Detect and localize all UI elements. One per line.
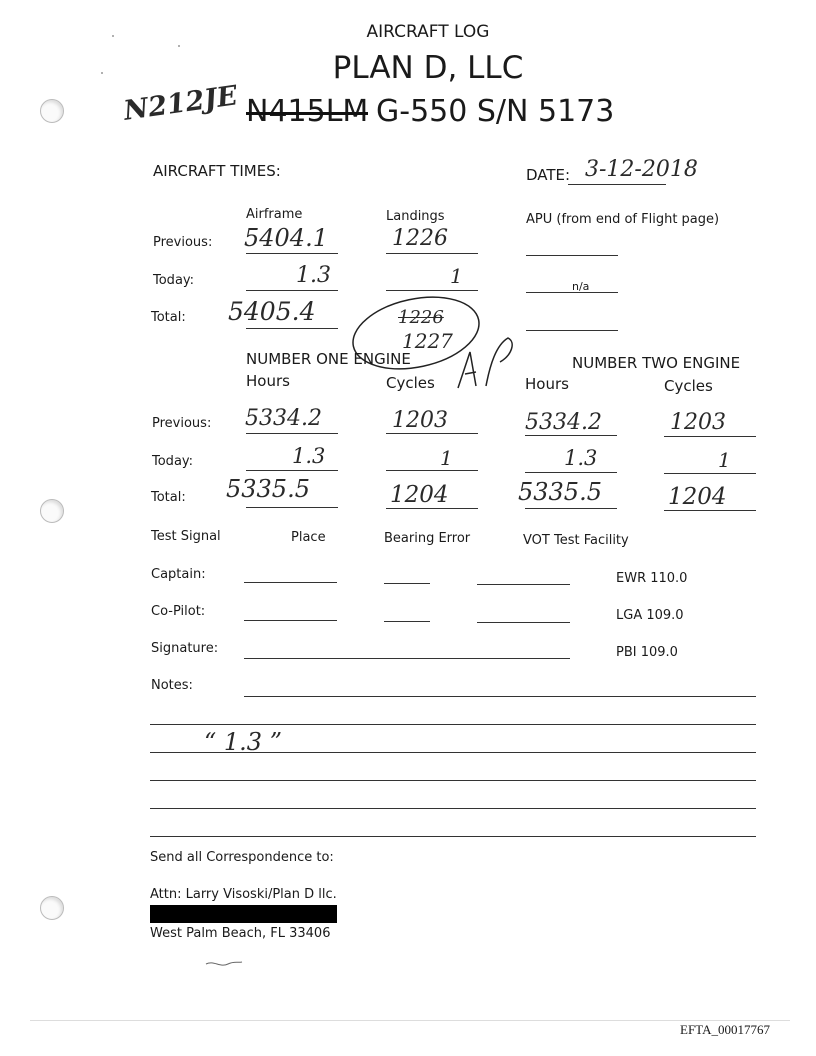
apu-previous-line (526, 255, 618, 256)
e1-cycles-today-line (386, 470, 478, 471)
captain-label: Captain: (151, 567, 206, 582)
engine-row-previous: Previous: (152, 416, 212, 431)
engine-one-title: NUMBER ONE ENGINE (246, 350, 411, 368)
landings-total-struck: 1226 (398, 307, 444, 328)
initials (0, 0, 1, 1)
apu-today: n/a (572, 280, 590, 293)
binder-hole-bottom (40, 896, 64, 920)
binder-hole-top (40, 99, 64, 123)
e1-hours-total: 5335.5 (226, 475, 310, 503)
e1-cycles-label: Cycles (386, 374, 435, 392)
captain-bearing-line (384, 583, 430, 584)
captain-place-line (244, 582, 337, 583)
e1-hours-previous-line (246, 433, 338, 434)
col-airframe: Airframe (246, 207, 303, 222)
handwritten-registration: N212JE (121, 80, 240, 127)
copilot-place-line (244, 620, 337, 621)
vot-facility-header: VOT Test Facility (523, 533, 629, 548)
landings-previous-line (386, 253, 478, 254)
e2-hours-total: 5335.5 (518, 478, 602, 506)
e2-hours-label: Hours (525, 375, 569, 393)
e1-hours-today-line (246, 470, 338, 471)
copilot-label: Co-Pilot: (151, 604, 206, 619)
e1-cycles-total-line (386, 508, 478, 509)
struck-registration (246, 94, 368, 129)
e1-cycles-previous-line (386, 433, 478, 434)
airframe-previous-line (246, 253, 338, 254)
e2-cycles-label: Cycles (664, 377, 713, 395)
landings-previous: 1226 (392, 226, 448, 251)
copilot-bearing-line (384, 621, 430, 622)
date-label: DATE: (526, 166, 571, 184)
e2-cycles-today: 1 (718, 448, 731, 472)
doc-title: AIRCRAFT LOG (366, 22, 490, 42)
notes-line-2 (150, 724, 756, 725)
e2-cycles-total: 1204 (668, 484, 727, 510)
copilot-vot-line (477, 622, 570, 623)
e1-hours-label: Hours (246, 372, 290, 390)
place-header: Place (291, 530, 326, 545)
struck-registration-text: N415LM (246, 94, 369, 129)
airframe-previous: 5404.1 (244, 224, 328, 252)
engine-two-title: NUMBER TWO ENGINE (572, 354, 741, 372)
pen-mark (204, 958, 244, 970)
e2-hours-today-line (525, 472, 617, 473)
notes-label: Notes: (151, 678, 193, 693)
engine-row-total: Total: (151, 490, 186, 505)
company-name: PLAN D, LLC (332, 50, 524, 86)
aircraft-model: G-550 S/N 5173 (376, 94, 615, 129)
captain-vot-line (477, 584, 570, 585)
e1-cycles-previous: 1203 (392, 408, 448, 433)
bottom-rule (30, 1020, 790, 1021)
row-total: Total: (151, 310, 186, 325)
row-previous: Previous: (153, 235, 213, 250)
row-today: Today: (153, 273, 195, 288)
notes-line-3 (150, 752, 756, 753)
strike-line (246, 112, 368, 115)
redaction-bar (150, 905, 337, 923)
col-apu: APU (from end of Flight page) (526, 212, 720, 227)
e2-cycles-previous-line (664, 436, 756, 437)
e1-hours-previous: 5334.2 (245, 406, 322, 431)
attn-line: Attn: Larry Visoski/Plan D llc. (150, 887, 337, 902)
city-line: West Palm Beach, FL 33406 (150, 926, 331, 941)
notes-handwritten: “ 1.3 ” (204, 728, 282, 756)
date-value: 3-12-2018 (585, 157, 698, 182)
e2-hours-total-line (525, 508, 617, 509)
signature-label: Signature: (151, 641, 219, 656)
aircraft-times-label: AIRCRAFT TIMES: (153, 162, 281, 180)
col-landings: Landings (386, 209, 445, 224)
e2-cycles-total-line (664, 510, 756, 511)
airframe-today: 1.3 (296, 263, 331, 288)
send-correspondence: Send all Correspondence to: (150, 850, 334, 865)
initials-scribble (458, 338, 512, 388)
e1-cycles-today: 1 (440, 446, 453, 470)
binder-hole-middle (40, 499, 64, 523)
engine-row-today: Today: (152, 454, 194, 469)
vot-ewr: EWR 110.0 (616, 571, 688, 586)
apu-total-line (526, 330, 618, 331)
airframe-total-line (246, 328, 338, 329)
e2-hours-today: 1.3 (564, 446, 598, 470)
e2-cycles-previous: 1203 (670, 410, 726, 435)
signature-line (244, 658, 570, 659)
e2-hours-previous: 5334.2 (525, 410, 602, 435)
scan-speck (178, 45, 180, 47)
landings-total: 1227 (402, 329, 453, 353)
notes-line-1 (244, 696, 756, 697)
e2-cycles-today-line (664, 473, 756, 474)
landings-today: 1 (450, 264, 463, 288)
apu-today-line (526, 292, 618, 293)
test-signal-header: Test Signal (151, 529, 221, 544)
e1-hours-today: 1.3 (292, 444, 326, 468)
notes-line-5 (150, 808, 756, 809)
landings-today-line (386, 290, 478, 291)
notes-line-4 (150, 780, 756, 781)
date-underline (568, 184, 666, 185)
bates-number: EFTA_00017767 (680, 1022, 770, 1037)
notes-line-6 (150, 836, 756, 837)
e1-cycles-total: 1204 (390, 482, 449, 508)
airframe-total: 5405.4 (228, 297, 316, 326)
bearing-error-header: Bearing Error (384, 531, 471, 546)
e1-hours-total-line (246, 507, 338, 508)
vot-pbi: PBI 109.0 (616, 645, 678, 660)
e2-hours-previous-line (525, 435, 617, 436)
airframe-today-line (246, 290, 338, 291)
vot-lga: LGA 109.0 (616, 608, 684, 623)
